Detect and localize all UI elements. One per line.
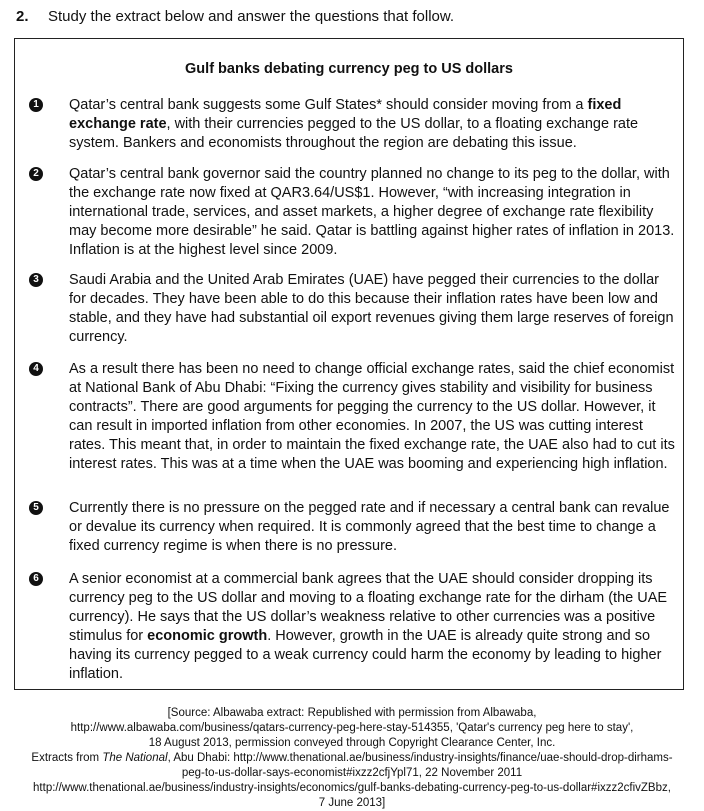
paragraph-marker-1: 1 (29, 98, 43, 112)
paragraph-marker-6: 6 (29, 572, 43, 586)
extract-box (14, 38, 684, 690)
paragraph-marker-2: 2 (29, 167, 43, 181)
paragraph-6-bold-term: economic growth (147, 628, 268, 644)
paragraph-6 (69, 570, 675, 684)
paragraph-marker-4: 4 (29, 362, 43, 376)
paragraph-6-text-a: A senior economist at a commercial bank agrees that the UAE should consider dropping its currency peg to the US dollar and moving to a floating exchange rate for the dirham (the UAE currency). He says that the US dollar’s weakness relative to other currencies was a positive stimulus for (69, 571, 668, 644)
paragraph-2: Qatar’s central bank governor said the country planned no change to its peg to the dollar, with the exchange rate now fixed at QAR3.64/US$1. However, “with increasing integration in international trade, services, and asset markets, a higher degree of exchange rate flexibility may become more desirable” he said. Qatar is battling against higher rates of inflation in 2013. Inflation is at the highest level since 2009. (69, 166, 675, 258)
paragraph-4: As a result there has been no need to change official exchange rates, said the chief economist at National Bank of Abu Dhabi: “Fixing the currency gives stability and visibility for business contracts”. There are good arguments for pegging the currency to the US dollar. However, it can result in imported inflation from other economies. In 2007, the US was cutting interest rates. This meant that, in order to maintain the fixed exchange rate, the UAE also had to cut its interest rates. This was at a time when the UAE was booming and experiencing high inflation. (69, 361, 675, 472)
paragraph-marker-3: 3 (29, 273, 43, 287)
source-line-4 (0, 751, 704, 766)
source-citation (0, 706, 704, 811)
source-line-1: [Source: Albawaba extract: Republished with permission from Albawaba, (167, 707, 537, 719)
paragraph-5: Currently there is no pressure on the pegged rate and if necessary a central bank can revalue or devalue its currency when required. It is commonly agreed that the best time to change a fixed currency regime is when there is no pressure. (69, 500, 670, 554)
question-instruction: Study the extract below and answer the questions that follow. (48, 8, 455, 25)
source-line-4-suffix: , Abu Dhabi: http://www.thenational.ae/business/industry-insights/finance/uae-should-drop-dirhams- (167, 752, 673, 764)
source-line-7: 7 June 2013] (318, 797, 386, 809)
source-line-6: http://www.thenational.ae/business/industry-insights/economics/gulf-banks-debating-currency-peg-to-us-dollar#ixzz2cfivZBbz, (33, 782, 671, 794)
extract-title: Gulf banks debating currency peg to US dollars (185, 61, 513, 77)
paragraph-1-text-b: , with their currencies pegged to the US dollar, to a floating exchange rate system. Bankers and economists throughout the region are debating this issue. (69, 116, 639, 151)
question-number: 2. (16, 8, 29, 25)
paragraph-1 (69, 96, 675, 153)
question-header (16, 8, 454, 25)
paragraph-3: Saudi Arabia and the United Arab Emirates (UAE) have pegged their currencies to the dollar for decades. They have been able to do this because their inflation rates have been low and stable, and they have had substantial oil export revenues giving them large reserves of foreign currency. (69, 272, 674, 345)
paragraph-marker-5: 5 (29, 501, 43, 515)
source-line-4-prefix: Extracts from (31, 752, 103, 764)
paragraph-1-text-a: Qatar’s central bank suggests some Gulf States* should consider moving from a (69, 97, 588, 113)
source-line-5: peg-to-us-dollar-says-economist#ixzz2cfjYpl71, 22 November 2011 (181, 767, 523, 779)
paragraph-1-bold-term: fixed exchange rate (69, 97, 622, 132)
source-publication-name: The National (102, 752, 168, 764)
paragraph-6-text-b: . However, growth in the UAE is already quite strong and so having its currency pegged to a weak currency could harm the economy by leading to higher inflation. (69, 628, 662, 682)
source-line-3: 18 August 2013, permission conveyed through Copyright Clearance Center, Inc. (148, 737, 556, 749)
source-line-2: http://www.albawaba.com/business/qatars-currency-peg-here-stay-514355, 'Qatar's currency peg here to stay', (70, 722, 634, 734)
